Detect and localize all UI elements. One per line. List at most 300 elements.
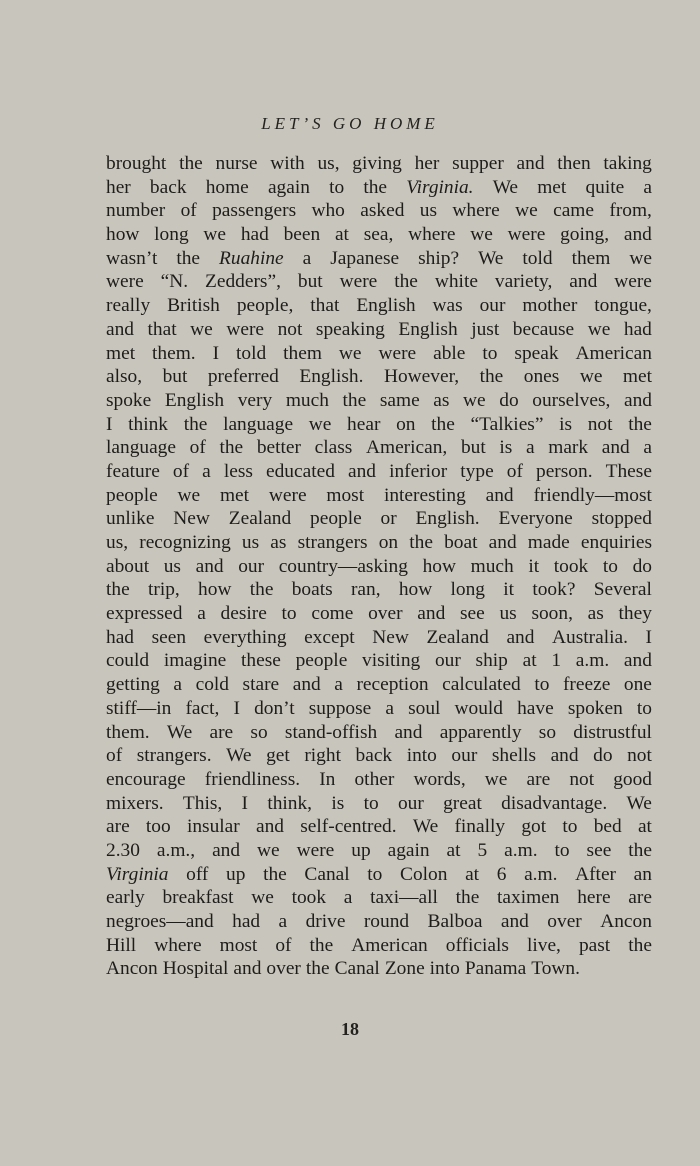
text-line [106, 484, 652, 508]
word: we [579, 366, 603, 388]
word: a [643, 437, 652, 459]
word: drive [305, 911, 346, 932]
word: Virginia. [406, 176, 474, 198]
running-head: LET’S GO HOME [261, 114, 439, 133]
word: After [575, 863, 617, 885]
word: American [351, 934, 428, 956]
word: see [459, 603, 485, 625]
word: of [106, 745, 123, 767]
word: are [106, 816, 130, 838]
word: disadvantage. [501, 792, 608, 814]
word: how [106, 224, 140, 246]
word: where [452, 200, 500, 222]
word: trip, [147, 579, 180, 601]
word: had [240, 224, 269, 246]
word: over [547, 911, 582, 932]
word: not [587, 413, 613, 435]
word: we [463, 389, 486, 411]
word: so [250, 721, 268, 743]
word: were [507, 224, 546, 246]
word: we [338, 342, 362, 364]
text-line [106, 863, 652, 887]
word: stare [242, 674, 280, 696]
word: insular [186, 816, 240, 838]
word: Panama [464, 958, 527, 980]
word: up [226, 863, 246, 885]
text-line [106, 886, 652, 910]
word: Colon [400, 863, 448, 885]
word: less [223, 460, 253, 482]
word: getting [106, 674, 160, 696]
word: English. [299, 366, 364, 388]
word: ran, [350, 579, 381, 601]
word: of [189, 437, 206, 459]
word: a [173, 674, 183, 696]
word: over [368, 603, 403, 625]
word: at [446, 839, 461, 861]
word: as [587, 603, 604, 625]
word: inferior [389, 460, 448, 482]
word: at [637, 816, 652, 838]
word: Zealand [426, 626, 489, 648]
word: live, [526, 934, 561, 956]
word: language [106, 437, 176, 459]
word: to [562, 816, 578, 838]
word: we [257, 839, 280, 861]
word: do [593, 745, 613, 767]
word: on [396, 413, 416, 435]
text-line [106, 815, 652, 839]
word: just [471, 318, 500, 340]
text-line [106, 768, 652, 792]
word: a [278, 911, 288, 932]
word: don’t [254, 697, 295, 719]
word: stand-offish [284, 721, 378, 743]
word: up [351, 839, 371, 861]
word: the [628, 413, 652, 435]
word: Zone [384, 958, 425, 980]
word: it [503, 579, 515, 601]
word: think [128, 413, 169, 435]
text-line [106, 342, 652, 366]
word: the [179, 153, 203, 174]
word: In [319, 768, 336, 790]
word: freeze [562, 674, 611, 696]
word: Zedders”, [205, 271, 281, 293]
word: Ancon [106, 958, 158, 980]
word: also, [106, 366, 143, 388]
word: the [363, 176, 388, 198]
word: imagine [163, 650, 227, 672]
word: not [569, 768, 595, 790]
word: had [106, 626, 134, 648]
word: right [304, 745, 341, 767]
word: the [409, 532, 433, 553]
text-line [106, 270, 652, 294]
word: I [106, 413, 113, 435]
word: we [203, 224, 227, 246]
word: people [310, 508, 362, 530]
word: early [106, 887, 145, 909]
word: them [283, 342, 322, 364]
word: Japanese [330, 247, 400, 269]
text-line [106, 460, 652, 484]
word: feature [106, 460, 160, 482]
word: people [106, 484, 158, 506]
word: back [355, 745, 393, 767]
word: Zealand [228, 508, 292, 530]
text-line [106, 176, 652, 200]
word: them. [152, 342, 196, 364]
word: at [465, 863, 480, 885]
word: “Talkies” [470, 413, 544, 435]
word: and [623, 389, 652, 411]
word: one [623, 674, 652, 696]
word: of [180, 200, 197, 222]
word: boats [291, 579, 333, 601]
word: speaking [315, 318, 385, 340]
word: words, [413, 768, 466, 790]
word: and [516, 153, 545, 174]
word: unlike [106, 508, 155, 530]
word: type [460, 460, 494, 482]
word: are [526, 768, 551, 790]
word: then [557, 153, 591, 174]
word: do [632, 555, 652, 577]
word: We [492, 176, 519, 198]
word: strangers [297, 532, 368, 553]
word: people, [236, 295, 294, 317]
word: hear [347, 413, 381, 435]
word: 6 [496, 863, 507, 885]
word: and [106, 318, 134, 340]
word: 1 [551, 650, 562, 672]
word: of [172, 460, 190, 482]
word: over [266, 958, 301, 980]
word: our [451, 745, 478, 767]
word: the [176, 247, 201, 269]
word: were [106, 271, 144, 293]
word: we [308, 413, 332, 435]
word: into [429, 958, 460, 980]
word: This, [182, 792, 223, 814]
word: interesting [383, 484, 466, 506]
word: much [285, 389, 329, 411]
word: going, [560, 224, 610, 246]
word: same [379, 389, 420, 411]
word: is [499, 437, 513, 459]
word: them [571, 247, 611, 269]
word: us, [106, 532, 129, 553]
word: calculated [442, 674, 521, 696]
word: could [106, 650, 150, 672]
word: on [378, 532, 399, 553]
word: but [297, 271, 323, 293]
word: speak [514, 342, 559, 364]
text-line [106, 910, 652, 934]
word: to [363, 792, 379, 814]
word: to [554, 839, 570, 861]
word: of [506, 460, 523, 482]
word: is [331, 792, 345, 814]
word: “N. [160, 271, 189, 293]
word: visiting [362, 650, 421, 672]
word: to [534, 674, 550, 696]
word: mark [548, 437, 589, 459]
word: British [167, 295, 220, 317]
word: the [309, 934, 334, 956]
word: a [343, 887, 353, 909]
word: told [522, 247, 553, 269]
word: how [198, 579, 232, 601]
word: stiff—in [106, 697, 172, 719]
word: shells [491, 745, 537, 767]
word: and [292, 674, 321, 696]
word: American [575, 342, 652, 364]
word: here [577, 887, 611, 909]
word: fact, [185, 697, 220, 719]
word: tongue, [594, 295, 652, 317]
word: us [163, 555, 181, 577]
word: friendliness. [204, 768, 301, 790]
word: had [232, 911, 261, 932]
word: her [414, 153, 440, 174]
text-line [106, 294, 652, 318]
word: we [190, 318, 213, 340]
word: is [559, 413, 573, 435]
word: Balboa [427, 911, 483, 932]
word: us [419, 200, 438, 222]
word: took [553, 555, 589, 577]
word: were [268, 484, 307, 506]
text-line [106, 199, 652, 223]
word: to [329, 176, 345, 198]
word: we [470, 224, 493, 246]
word: we [484, 768, 508, 790]
word: self-centred. [300, 816, 397, 838]
word: to [367, 863, 383, 885]
word: American, [365, 437, 448, 459]
word: we [629, 247, 652, 269]
word: an [633, 863, 652, 885]
word: 2.30 [106, 839, 140, 861]
word: do [499, 389, 519, 411]
word: a [334, 674, 343, 696]
word: the [183, 413, 208, 435]
word: that [147, 318, 177, 340]
word: and [347, 460, 376, 482]
word: a [302, 247, 312, 269]
word: educated [266, 460, 335, 482]
word: English [356, 295, 416, 317]
word: and [233, 958, 262, 980]
word: home [205, 176, 249, 198]
word: we [587, 318, 611, 340]
word: and [485, 484, 514, 506]
word: a [202, 460, 211, 482]
word: to [602, 555, 618, 577]
word: our [397, 792, 424, 814]
word: to [636, 697, 652, 719]
text-line [106, 792, 652, 816]
word: everything [203, 626, 287, 648]
word: We [412, 816, 439, 838]
word: cold [195, 674, 229, 696]
word: they [618, 603, 652, 625]
word: the [628, 839, 652, 861]
word: into [406, 745, 437, 767]
word: were [614, 271, 652, 293]
word: who [311, 200, 345, 222]
word: had [623, 318, 652, 340]
word: Ancon [600, 911, 652, 932]
word: come [311, 603, 354, 625]
word: and [623, 224, 652, 246]
word: distrustful [573, 721, 652, 743]
word: again [267, 176, 310, 198]
word: very [237, 389, 273, 411]
word: the [249, 579, 274, 601]
word: white [434, 271, 478, 293]
word: passengers [212, 200, 297, 222]
word: made [527, 532, 570, 553]
word: from, [609, 200, 652, 222]
word: expressed [106, 603, 183, 625]
word: apparently [439, 721, 522, 743]
word: took? [532, 579, 576, 601]
word: our [479, 295, 506, 317]
word: again [387, 839, 430, 861]
word: us, [317, 153, 340, 174]
word: English. [415, 508, 480, 530]
word: not [277, 318, 303, 340]
word: mixers. [106, 792, 164, 814]
word: would [454, 697, 503, 719]
text-line [106, 152, 652, 176]
word: We [226, 745, 252, 767]
word: off [186, 863, 209, 885]
word: most [219, 934, 258, 956]
text-line [106, 649, 652, 673]
word: breakfast [162, 887, 234, 909]
word: were [378, 342, 417, 364]
word: asked [360, 200, 405, 222]
word: taximen [497, 887, 560, 909]
word: at [334, 224, 349, 246]
text-line [106, 934, 652, 958]
word: taking [603, 153, 652, 174]
word: people [295, 650, 348, 672]
word: where [154, 934, 202, 956]
word: a.m. [575, 650, 610, 672]
word: how [398, 579, 433, 601]
word: as [433, 389, 450, 411]
word: told [236, 342, 267, 364]
word: I [645, 626, 652, 648]
text-line [106, 744, 652, 768]
word: and [601, 437, 630, 459]
word: supper [452, 153, 504, 174]
word: of [275, 934, 292, 956]
word: 5 [477, 839, 488, 861]
word: ones [523, 366, 560, 388]
word: strangers. [136, 745, 212, 767]
word: and [195, 555, 224, 577]
word: the [394, 271, 418, 293]
word: and [212, 839, 241, 861]
word: stopped [591, 508, 652, 530]
word: a.m. [524, 863, 558, 885]
word: we [177, 484, 201, 506]
word: and [569, 271, 598, 293]
word: that [310, 295, 340, 317]
word: took [291, 887, 327, 909]
word: much [470, 555, 514, 577]
text-line [106, 247, 652, 271]
word: it [528, 555, 540, 577]
word: enquiries [580, 532, 652, 553]
text-line [106, 578, 652, 602]
word: a.m. [504, 839, 538, 861]
word: I [212, 342, 220, 364]
word: nurse [215, 153, 258, 174]
word: been [283, 224, 321, 246]
word: variety, [494, 271, 553, 293]
word: really [106, 295, 151, 317]
word: us [499, 603, 517, 625]
word: finally [454, 816, 506, 838]
word: our [238, 555, 265, 577]
word: these [241, 650, 281, 672]
word: a.m., [156, 839, 196, 861]
word: to [482, 342, 498, 364]
word: so [538, 721, 557, 743]
text-line [106, 507, 652, 531]
word: recognizing [139, 532, 231, 553]
word: got [521, 816, 547, 838]
word: our [434, 650, 461, 672]
word: negroes—and [106, 911, 214, 932]
word: seen [151, 626, 187, 648]
word: and [623, 650, 652, 672]
word: spoken [567, 697, 623, 719]
word: are [628, 887, 652, 909]
word: the [106, 579, 130, 601]
word: not [627, 745, 652, 767]
word: I [233, 697, 240, 719]
word: most [326, 484, 365, 506]
word: Virginia [106, 863, 169, 885]
text-line [106, 318, 652, 342]
word: New [372, 626, 409, 648]
word: except [304, 626, 355, 648]
word: met [106, 342, 136, 364]
word: Everyone [498, 508, 573, 530]
text-line [106, 365, 652, 389]
word: met [622, 366, 652, 388]
word: able [433, 342, 466, 364]
word: Hospital [162, 958, 229, 980]
word: to [281, 603, 297, 625]
word: were [296, 839, 335, 861]
word: how [422, 555, 456, 577]
word: Ruahine [219, 247, 284, 269]
word: met [537, 176, 567, 198]
word: the [305, 958, 330, 980]
text-line [106, 673, 652, 697]
word: spoke [106, 389, 152, 411]
word: a [385, 697, 394, 719]
